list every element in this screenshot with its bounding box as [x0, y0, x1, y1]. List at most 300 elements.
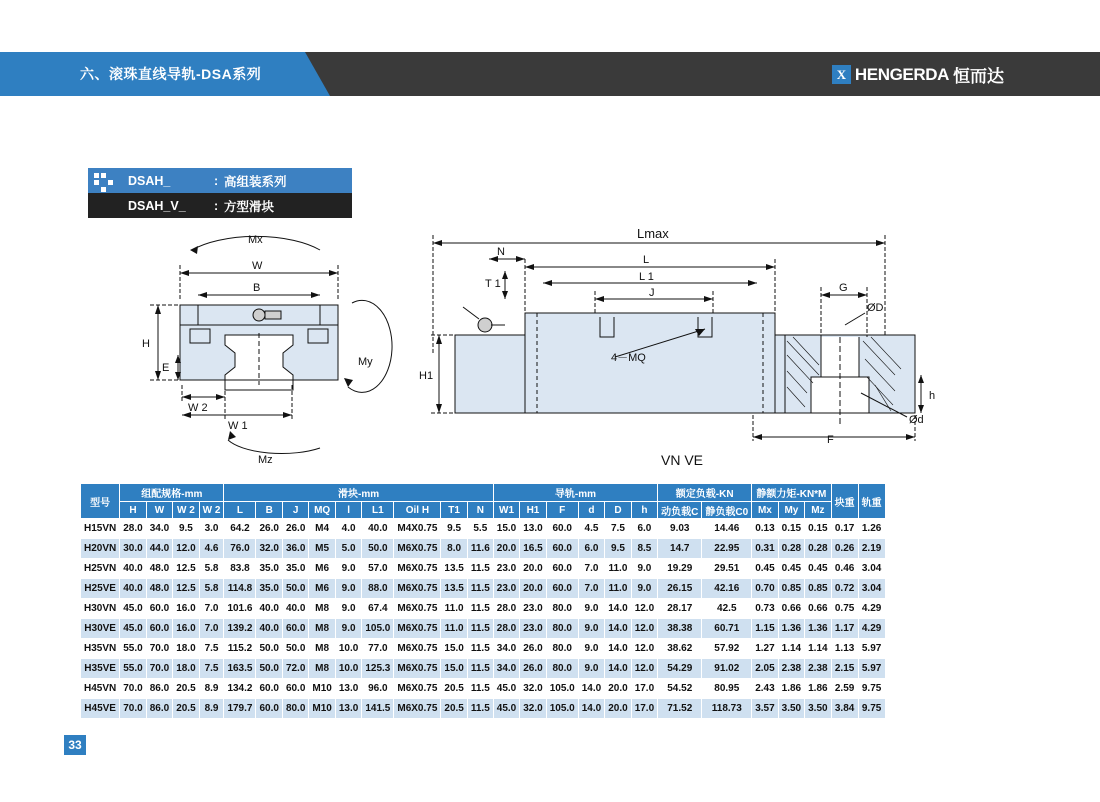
cell-value: 11.5 [467, 639, 493, 659]
cell-value: 4.5 [578, 519, 604, 539]
cell-value: 8.5 [631, 539, 657, 559]
cell-value: 6.0 [578, 539, 604, 559]
cell-value: M6 [309, 579, 335, 599]
cell-value: 32.0 [520, 699, 546, 719]
page-number: 33 [64, 735, 86, 755]
cell-value: 50.0 [362, 539, 394, 559]
cell-value: 14.0 [605, 599, 631, 619]
cell-value: 18.0 [173, 659, 199, 679]
col-B: B [256, 502, 282, 519]
cell-value: 1.26 [858, 519, 885, 539]
cell-value: 86.0 [146, 679, 172, 699]
cell-value: 38.38 [658, 619, 702, 639]
cell-value: 55.0 [120, 639, 146, 659]
cell-value: 3.57 [752, 699, 778, 719]
logo-text: HENGERDA [854, 64, 949, 84]
cell-value: 1.36 [778, 619, 804, 639]
cell-value: 42.16 [702, 579, 752, 599]
cell-value: 0.28 [805, 539, 831, 559]
cell-value: 0.66 [778, 599, 804, 619]
cell-value: 9.5 [605, 539, 631, 559]
cell-value: 34.0 [493, 639, 519, 659]
cell-value: 13.5 [441, 559, 467, 579]
cell-value: 45.0 [120, 619, 146, 639]
cell-value: 54.52 [658, 679, 702, 699]
cell-value: M5 [309, 539, 335, 559]
col-W2b: W 2 [199, 502, 224, 519]
cell-value: 23.0 [520, 619, 546, 639]
cell-value: M8 [309, 659, 335, 679]
cell-value: 10.0 [335, 659, 361, 679]
col-MQ: MQ [309, 502, 335, 519]
cell-value: 60.0 [546, 539, 578, 559]
cell-value: 26.0 [520, 639, 546, 659]
cell-value: M10 [309, 699, 335, 719]
cell-value: 179.7 [224, 699, 256, 719]
cell-value: 1.86 [778, 679, 804, 699]
col-W1: W1 [493, 502, 519, 519]
cell-value: 32.0 [256, 539, 282, 559]
label-b: B [253, 282, 261, 294]
cell-value: 35.0 [282, 559, 308, 579]
cell-value: 80.0 [546, 619, 578, 639]
label-mx: Mx [248, 234, 263, 246]
cell-value: 26.0 [282, 519, 308, 539]
legend-label-1: DSAH_V_ [128, 198, 186, 213]
cell-model: H25VN [81, 559, 120, 579]
legend-label-0: DSAH_ [128, 173, 171, 188]
cell-value: 8.9 [199, 699, 224, 719]
cell-value: 2.15 [831, 659, 858, 679]
cell-value: 11.6 [467, 539, 493, 559]
table-group-header-row [81, 484, 886, 502]
table-head [81, 484, 886, 519]
label-view: VN VE [661, 452, 704, 468]
col-My: My [778, 502, 804, 519]
cell-value: 12.5 [173, 559, 199, 579]
cell-value: 60.0 [546, 519, 578, 539]
cell-value: M8 [309, 599, 335, 619]
cell-value: 20.0 [520, 579, 546, 599]
cell-value: 11.5 [467, 619, 493, 639]
cell-value: 9.0 [631, 579, 657, 599]
cell-value: 163.5 [224, 659, 256, 679]
cell-value: 14.0 [578, 679, 604, 699]
label-l: L [643, 254, 650, 266]
cell-value: 1.36 [805, 619, 831, 639]
cell-value: M6X0.75 [394, 579, 441, 599]
label-f: F [827, 434, 834, 446]
cell-value: 0.45 [752, 559, 778, 579]
cell-value: 86.0 [146, 699, 172, 719]
logo-mark-icon: X [832, 65, 851, 84]
cell-model: H15VN [81, 519, 120, 539]
cell-value: 3.84 [831, 699, 858, 719]
cell-value: M6X0.75 [394, 619, 441, 639]
cell-value: 6.0 [631, 519, 657, 539]
cell-value: 2.43 [752, 679, 778, 699]
cell-value: 5.0 [335, 539, 361, 559]
cell-value: 0.73 [752, 599, 778, 619]
cell-value: 60.0 [282, 619, 308, 639]
cell-value: 40.0 [120, 579, 146, 599]
cell-value: 9.0 [578, 659, 604, 679]
cell-value: 20.5 [441, 679, 467, 699]
col-l: l [335, 502, 361, 519]
cell-value: 72.0 [282, 659, 308, 679]
cell-value: 38.62 [658, 639, 702, 659]
label-l1: L 1 [639, 271, 654, 283]
cell-value: 80.0 [546, 659, 578, 679]
cell-value: 4.6 [199, 539, 224, 559]
cell-value: 55.0 [120, 659, 146, 679]
cell-value: M6X0.75 [394, 559, 441, 579]
label-mq: 4－MQ [611, 352, 646, 364]
cell-value: 34.0 [146, 519, 172, 539]
col-H: H [120, 502, 146, 519]
cell-value: 26.15 [658, 579, 702, 599]
cell-value: M6X0.75 [394, 699, 441, 719]
cell-value: 2.38 [805, 659, 831, 679]
cell-value: 9.0 [335, 599, 361, 619]
cell-value: 3.04 [858, 579, 885, 599]
cell-value: 15.0 [441, 659, 467, 679]
cell-value: 34.0 [493, 659, 519, 679]
cell-value: 16.5 [520, 539, 546, 559]
cell-value: 60.0 [256, 679, 282, 699]
cell-value: 50.0 [256, 639, 282, 659]
cell-value: 9.0 [631, 559, 657, 579]
brand-logo [832, 62, 1004, 87]
cell-value: 40.0 [120, 559, 146, 579]
cell-value: 20.0 [493, 539, 519, 559]
cell-value: 48.0 [146, 559, 172, 579]
cell-value: 35.0 [256, 579, 282, 599]
label-w: W [252, 260, 263, 272]
cell-value: 54.29 [658, 659, 702, 679]
cell-value: 15.0 [441, 639, 467, 659]
cell-value: 16.0 [173, 619, 199, 639]
col-group-block-weight: 块重 [831, 484, 858, 519]
cell-value: 0.31 [752, 539, 778, 559]
cell-value: 77.0 [362, 639, 394, 659]
cell-value: 23.0 [520, 599, 546, 619]
cell-value: 17.0 [631, 699, 657, 719]
dot-pattern-icon [88, 168, 120, 193]
cell-value: 12.0 [631, 619, 657, 639]
legend-desc-1: 方型滑块 [224, 199, 275, 214]
cell-value: 80.0 [282, 699, 308, 719]
cell-value: 7.0 [578, 579, 604, 599]
cell-value: 13.5 [441, 579, 467, 599]
cell-value: 8.9 [199, 679, 224, 699]
cell-value: 13.0 [520, 519, 546, 539]
cell-value: 45.0 [493, 679, 519, 699]
cell-value: 70.0 [120, 699, 146, 719]
cell-value: 11.5 [467, 699, 493, 719]
cell-value: 9.75 [858, 699, 885, 719]
cell-value: 11.0 [605, 559, 631, 579]
cell-value: 88.0 [362, 579, 394, 599]
table-body [81, 519, 886, 719]
cell-value: 0.72 [831, 579, 858, 599]
col-group-block: 滑块-mm [224, 484, 493, 502]
cell-value: 3.50 [805, 699, 831, 719]
cell-model: H45VE [81, 699, 120, 719]
cell-value: 60.0 [546, 559, 578, 579]
table-row [81, 519, 886, 539]
cell-value: 70.0 [146, 659, 172, 679]
cell-value: 12.0 [631, 599, 657, 619]
logo-text-cn: 恒而达 [953, 67, 1004, 86]
cell-value: M8 [309, 639, 335, 659]
label-w2: W 2 [188, 402, 208, 414]
side-view-drawing [415, 225, 975, 475]
cell-value: 45.0 [120, 599, 146, 619]
col-H1: H1 [520, 502, 546, 519]
cell-value: 9.5 [441, 519, 467, 539]
cell-value: 20.0 [520, 559, 546, 579]
cell-value: 0.85 [778, 579, 804, 599]
table-row [81, 599, 886, 619]
legend-row-dsah [88, 168, 352, 193]
cell-value: 1.13 [831, 639, 858, 659]
cell-value: 11.5 [467, 559, 493, 579]
cell-value: 9.0 [335, 559, 361, 579]
label-my: My [358, 356, 373, 368]
cell-value: 14.46 [702, 519, 752, 539]
cell-value: 20.5 [441, 699, 467, 719]
cell-value: 23.0 [493, 559, 519, 579]
cell-value: 2.19 [858, 539, 885, 559]
cell-model: H30VE [81, 619, 120, 639]
cell-value: M4X0.75 [394, 519, 441, 539]
cell-value: 7.0 [199, 619, 224, 639]
cell-value: 60.0 [546, 579, 578, 599]
cell-model: H30VN [81, 599, 120, 619]
cell-value: 1.14 [778, 639, 804, 659]
label-outer-diameter: ØD [867, 302, 884, 314]
cell-value: 9.5 [173, 519, 199, 539]
col-group-moment: 静额力矩-KN*M [752, 484, 831, 502]
cell-value: 141.5 [362, 699, 394, 719]
cell-value: 1.86 [805, 679, 831, 699]
cell-value: 80.0 [546, 639, 578, 659]
cell-value: 60.71 [702, 619, 752, 639]
cell-value: 20.5 [173, 699, 199, 719]
cell-value: 105.0 [546, 679, 578, 699]
label-h1: H1 [419, 370, 434, 382]
legend-colon-1: : [214, 198, 219, 213]
table-row [81, 579, 886, 599]
cell-value: 13.0 [335, 699, 361, 719]
cell-value: 7.5 [605, 519, 631, 539]
cell-value: 28.0 [493, 619, 519, 639]
cell-value: 14.0 [605, 639, 631, 659]
cell-value: 14.0 [605, 659, 631, 679]
cell-value: 8.0 [441, 539, 467, 559]
cell-value: 9.0 [578, 619, 604, 639]
table-sub-header-row [81, 502, 886, 519]
cell-value: 20.0 [605, 679, 631, 699]
legend-desc-0: 高组装系列 [224, 174, 287, 189]
col-F: F [546, 502, 578, 519]
cell-value: 9.0 [335, 619, 361, 639]
label-e: E [162, 362, 170, 374]
cell-value: 36.0 [282, 539, 308, 559]
cell-value: 2.59 [831, 679, 858, 699]
cell-value: M8 [309, 619, 335, 639]
cell-value: 30.0 [120, 539, 146, 559]
cell-value: 9.75 [858, 679, 885, 699]
cell-value: 17.0 [631, 679, 657, 699]
cell-value: 26.0 [256, 519, 282, 539]
cell-value: 32.0 [520, 679, 546, 699]
cell-value: 57.92 [702, 639, 752, 659]
cell-value: 115.2 [224, 639, 256, 659]
cell-value: 101.6 [224, 599, 256, 619]
cell-value: 50.0 [282, 579, 308, 599]
cell-value: 60.0 [146, 599, 172, 619]
cell-value: 50.0 [256, 659, 282, 679]
col-T1: T1 [441, 502, 467, 519]
cell-value: 9.0 [578, 599, 604, 619]
col-W2a: W 2 [173, 502, 199, 519]
cell-value: M6X0.75 [394, 639, 441, 659]
cell-value: 76.0 [224, 539, 256, 559]
col-D: D [605, 502, 631, 519]
page-title: 六、滚珠直线导轨-DSA系列 [80, 66, 262, 82]
cell-value: 12.0 [631, 659, 657, 679]
col-N: N [467, 502, 493, 519]
cell-value: 71.52 [658, 699, 702, 719]
cell-value: 12.0 [173, 539, 199, 559]
cell-value: 0.75 [831, 599, 858, 619]
label-n: N [497, 246, 505, 258]
cell-value: 40.0 [362, 519, 394, 539]
cell-value: 7.0 [199, 599, 224, 619]
cell-value: 1.14 [805, 639, 831, 659]
cell-value: 134.2 [224, 679, 256, 699]
cell-value: 5.97 [858, 639, 885, 659]
cell-value: 57.0 [362, 559, 394, 579]
cell-value: 35.0 [256, 559, 282, 579]
col-L1: L1 [362, 502, 394, 519]
cell-value: 28.0 [493, 599, 519, 619]
cell-value: 2.38 [778, 659, 804, 679]
cell-value: 4.29 [858, 599, 885, 619]
cell-value: 70.0 [146, 639, 172, 659]
cell-value: 14.7 [658, 539, 702, 559]
cell-value: 20.0 [605, 699, 631, 719]
legend-row-dsah-v [88, 193, 352, 218]
cell-value: M4 [309, 519, 335, 539]
cell-model: H35VE [81, 659, 120, 679]
cell-value: M6X0.75 [394, 679, 441, 699]
cell-value: 0.17 [831, 519, 858, 539]
cell-model: H45VN [81, 679, 120, 699]
cell-value: 11.0 [605, 579, 631, 599]
cell-value: 0.46 [831, 559, 858, 579]
specification-table [80, 483, 886, 719]
cell-value: 11.5 [467, 599, 493, 619]
cell-value: 13.0 [335, 679, 361, 699]
series-legend [88, 168, 352, 218]
cell-value: 91.02 [702, 659, 752, 679]
cell-value: 118.73 [702, 699, 752, 719]
table-row [81, 659, 886, 679]
cell-value: 4.0 [335, 519, 361, 539]
cell-value: 80.0 [546, 599, 578, 619]
cell-value: 70.0 [120, 679, 146, 699]
col-group-model: 型号 [81, 484, 120, 519]
table-row [81, 559, 886, 579]
col-d: d [578, 502, 604, 519]
cell-value: 12.5 [173, 579, 199, 599]
table-row [81, 539, 886, 559]
cell-value: 1.17 [831, 619, 858, 639]
cell-value: 5.8 [199, 559, 224, 579]
table-row [81, 639, 886, 659]
cell-value: M6X0.75 [394, 599, 441, 619]
cell-value: 0.28 [778, 539, 804, 559]
cell-value: 18.0 [173, 639, 199, 659]
legend-spacer [88, 193, 120, 218]
col-J: J [282, 502, 308, 519]
cell-value: 0.15 [778, 519, 804, 539]
cell-value: 4.29 [858, 619, 885, 639]
cell-value: 139.2 [224, 619, 256, 639]
cell-value: 83.8 [224, 559, 256, 579]
cell-value: M6X0.75 [394, 539, 441, 559]
table-row [81, 619, 886, 639]
label-h: H [142, 338, 150, 350]
cell-value: 11.0 [441, 619, 467, 639]
col-group-load: 额定负载-KN [658, 484, 752, 502]
cell-value: 26.0 [520, 659, 546, 679]
cell-value: 105.0 [362, 619, 394, 639]
cell-value: 44.0 [146, 539, 172, 559]
label-mz: Mz [258, 454, 273, 466]
cell-value: 0.26 [831, 539, 858, 559]
cell-value: 11.0 [441, 599, 467, 619]
cell-value: 7.5 [199, 639, 224, 659]
cell-value: 1.15 [752, 619, 778, 639]
cell-value: 60.0 [146, 619, 172, 639]
cell-value: 60.0 [282, 679, 308, 699]
label-g: G [839, 282, 848, 294]
cell-value: 0.66 [805, 599, 831, 619]
cell-value: 28.0 [120, 519, 146, 539]
label-inner-diameter: Ød [909, 414, 924, 426]
col-Mx: Mx [752, 502, 778, 519]
cell-value: 50.0 [282, 639, 308, 659]
cell-value: 10.0 [335, 639, 361, 659]
cell-value: 40.0 [282, 599, 308, 619]
cell-value: 7.0 [578, 559, 604, 579]
cell-value: 9.0 [578, 639, 604, 659]
cell-value: 3.04 [858, 559, 885, 579]
cell-value: 22.95 [702, 539, 752, 559]
col-OilH: Oil H [394, 502, 441, 519]
table-row [81, 679, 886, 699]
label-lmax: Lmax [637, 226, 669, 241]
cell-model: H35VN [81, 639, 120, 659]
cell-value: 5.97 [858, 659, 885, 679]
col-group-rail: 导轨-mm [493, 484, 657, 502]
cell-value: 7.5 [199, 659, 224, 679]
cell-value: 96.0 [362, 679, 394, 699]
